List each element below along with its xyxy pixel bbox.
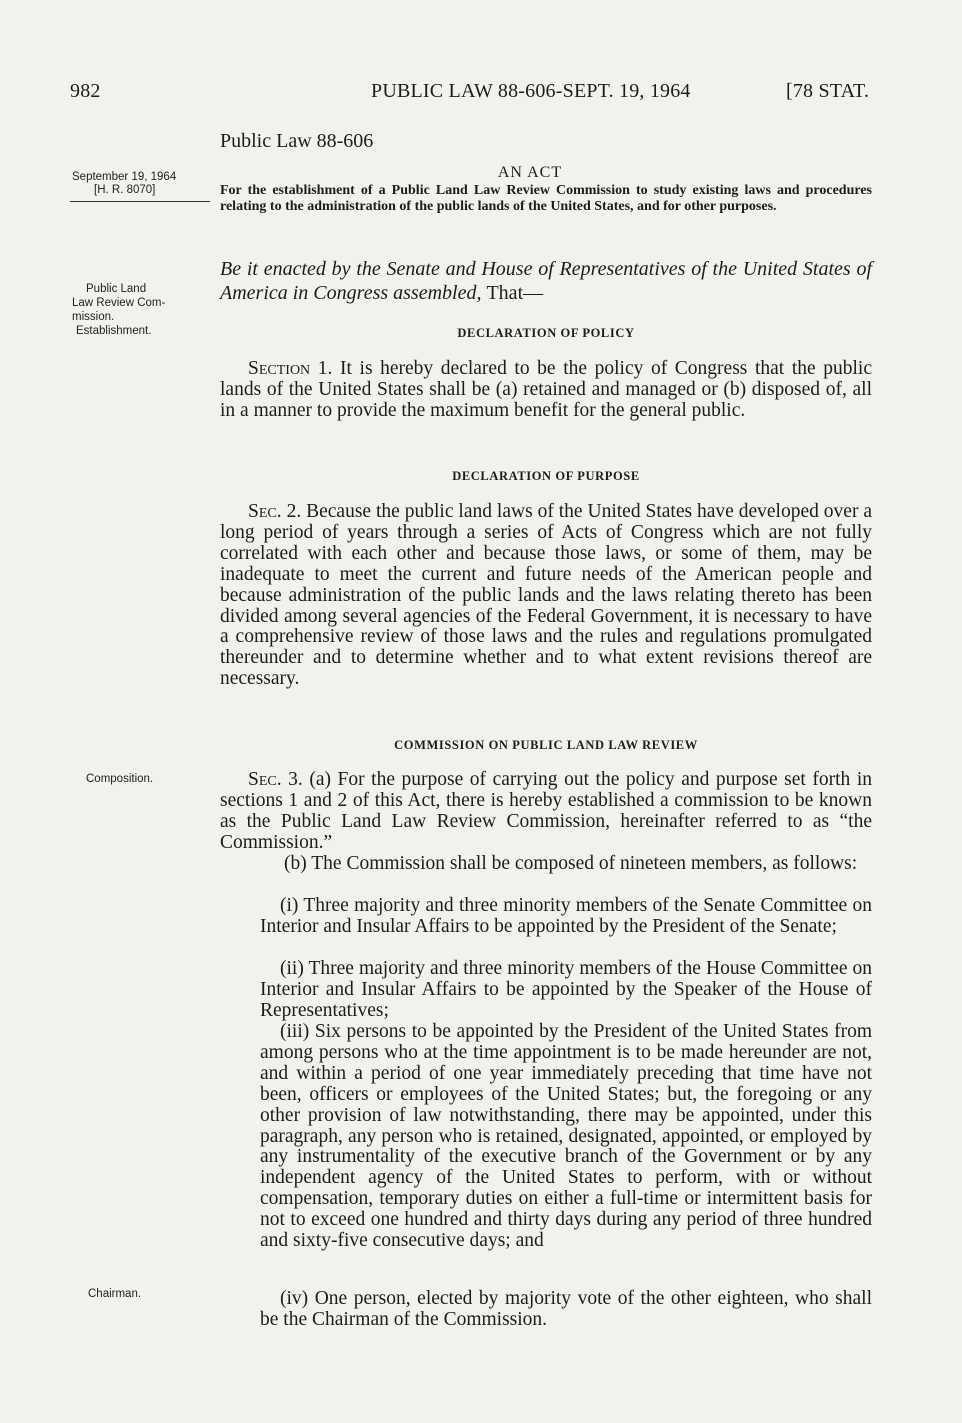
section-3b-clause-ii: (ii) Three majority and three minority members of the House Committee on Interior and Insular Affairs to be appointed by the Speaker of the House of Representatives; bbox=[260, 958, 872, 1021]
an-act-heading: AN ACT bbox=[497, 164, 563, 181]
enacting-clause bbox=[220, 257, 872, 305]
section-3-label: Sec. bbox=[248, 769, 282, 790]
volume-reference: [78 STAT. bbox=[786, 80, 870, 102]
margin-date: September 19, 1964 bbox=[72, 171, 177, 183]
section-3b-clause-iv: (iv) One person, elected by majority vote of the other eighteen, who shall be the Chairman of the Commission. bbox=[260, 1288, 872, 1330]
section-3-heading: COMMISSION ON PUBLIC LAND LAW REVIEW bbox=[394, 738, 698, 752]
running-title: PUBLIC LAW 88-606-SEPT. 19, 1964 bbox=[371, 80, 691, 102]
margin-establishment: Establishment. bbox=[76, 325, 152, 337]
section-3a-text bbox=[220, 770, 872, 854]
section-3b-text: (b) The Commission shall be composed of nineteen members, as follows: bbox=[284, 853, 858, 874]
section-3b-clause-iii: (iii) Six persons to be appointed by the President of the United States from among persons who at the time appointment is to be made hereunder are not, and within a period of one year immediately preceding that time have not been, officers or employees of the United States; but, the foregoing or any other provision of law notwithstanding, there may be appointed, under this paragraph, any person who is retained, designated, appointed, or employed by any instrumentality of the executive branch of the Government or by any independent agency of the United States to perform, with or without compensation, temporary duties on either a full-time or intermittent basis for not to exceed one hundred and thirty days during any period of three hundred and sixty-five consecutive days; and bbox=[260, 1021, 872, 1252]
section-3a-body: 3. (a) For the purpose of carrying out the policy and purpose set forth in sections 1 and 2 of this Act, there is hereby established a commission to be known as the Public Land Law Review Commission, hereinafter referred to as “the Commission.” bbox=[220, 769, 873, 853]
section-1-heading: DECLARATION OF POLICY bbox=[457, 326, 635, 340]
margin-commission-line1: Public Land bbox=[86, 283, 147, 295]
section-2-label: Sec. bbox=[248, 501, 282, 522]
margin-commission-line3: mission. bbox=[72, 311, 115, 323]
section-2-heading: DECLARATION OF PURPOSE bbox=[452, 469, 640, 483]
enacting-clause-tail: That— bbox=[486, 282, 544, 304]
margin-chairman: Chairman. bbox=[88, 1288, 142, 1300]
margin-composition: Composition. bbox=[86, 773, 154, 785]
section-2-text bbox=[220, 502, 872, 690]
margin-divider bbox=[70, 201, 210, 202]
page-number: 982 bbox=[70, 80, 101, 102]
section-1-text bbox=[220, 359, 872, 422]
section-1-label: Section bbox=[248, 358, 311, 379]
enacting-clause-text: Be it enacted by the Senate and House of Representatives of the United States of America in Congress assembled, bbox=[220, 258, 872, 304]
purpose-clause: For the establishment of a Public Land Law Review Commission to study existing laws and procedures relating to the administration of the public lands of the United States, and for other purposes. bbox=[220, 183, 872, 214]
section-1-body: 1. It is hereby declared to be the policy of Congress that the public lands of the United States shall be (a) retained and managed or (b) disposed of, all in a manner to provide the maximum benefit for the general public. bbox=[220, 358, 872, 421]
section-3b-clause-i: (i) Three majority and three minority members of the Senate Committee on Interior and Insular Affairs to be appointed by the President of the Senate; bbox=[260, 895, 872, 937]
margin-bill-number: [H. R. 8070] bbox=[94, 184, 156, 196]
margin-commission-line2: Law Review Com- bbox=[72, 297, 166, 309]
public-law-title: Public Law 88-606 bbox=[220, 130, 374, 152]
section-2-body: 2. Because the public land laws of the United States have developed over a long period of years through a series of Acts of Congress which are not fully correlated with each other and because those laws, or some of them, may be inadequate to meet the current and future needs of the American people and because administration of the public lands and the laws relating thereto has been divided among several agencies of the Federal Government, it is necessary to have a comprehensive review of those laws and the rules and regulations promulgated thereunder and to determine whether and to what extent revisions thereof are necessary. bbox=[220, 501, 873, 690]
